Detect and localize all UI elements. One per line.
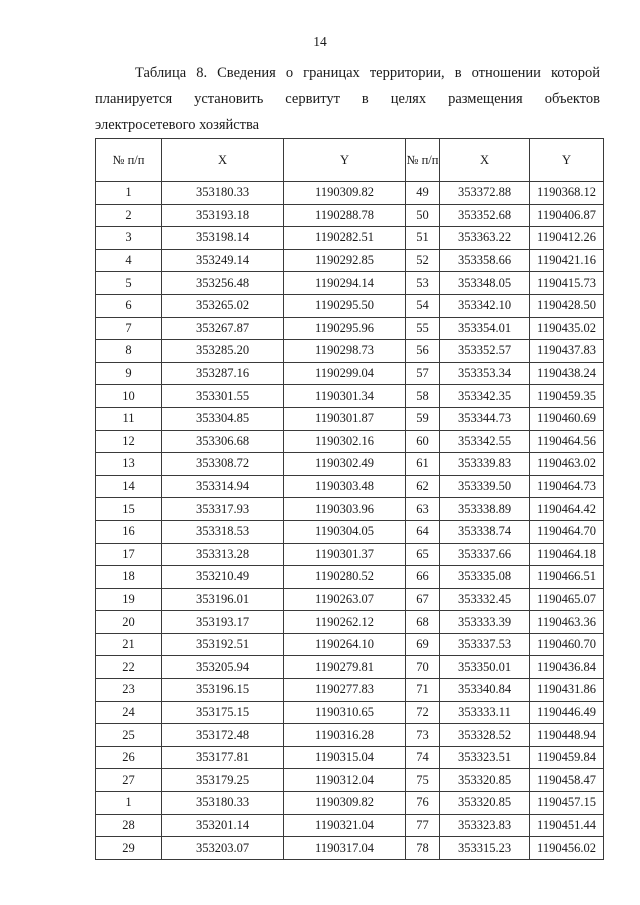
cell-y-right: 1190464.18 <box>530 543 604 566</box>
cell-y-left: 1190288.78 <box>284 204 406 227</box>
cell-point-number-left: 25 <box>96 724 162 747</box>
cell-point-number-right: 75 <box>406 769 440 792</box>
cell-point-number-right: 55 <box>406 317 440 340</box>
cell-y-left: 1190299.04 <box>284 362 406 385</box>
cell-point-number-right: 61 <box>406 453 440 476</box>
cell-point-number-left: 14 <box>96 475 162 498</box>
cell-y-left: 1190301.87 <box>284 407 406 430</box>
cell-point-number-right: 60 <box>406 430 440 453</box>
cell-y-left: 1190264.10 <box>284 633 406 656</box>
caption-line-1: Таблица 8. Сведения о границах территории, в отношении которой <box>135 65 600 81</box>
table-caption <box>95 60 600 138</box>
table-row <box>96 701 604 724</box>
cell-y-right: 1190438.24 <box>530 362 604 385</box>
cell-x-right: 353328.52 <box>440 724 530 747</box>
cell-x-right: 353348.05 <box>440 272 530 295</box>
cell-x-right: 353372.88 <box>440 182 530 205</box>
cell-x-left: 353193.18 <box>162 204 284 227</box>
table-row <box>96 746 604 769</box>
cell-y-right: 1190435.02 <box>530 317 604 340</box>
cell-point-number-right: 54 <box>406 294 440 317</box>
cell-y-right: 1190464.42 <box>530 498 604 521</box>
table-row <box>96 656 604 679</box>
cell-x-left: 353193.17 <box>162 611 284 634</box>
cell-point-number-right: 49 <box>406 182 440 205</box>
cell-point-number-right: 65 <box>406 543 440 566</box>
header-point-number-left: № п/п <box>96 139 162 182</box>
cell-x-right: 353352.68 <box>440 204 530 227</box>
cell-point-number-left: 21 <box>96 633 162 656</box>
cell-point-number-left: 17 <box>96 543 162 566</box>
cell-x-right: 353352.57 <box>440 340 530 363</box>
cell-x-right: 353320.85 <box>440 769 530 792</box>
cell-point-number-left: 12 <box>96 430 162 453</box>
cell-point-number-right: 71 <box>406 679 440 702</box>
cell-point-number-right: 52 <box>406 249 440 272</box>
cell-x-right: 353342.10 <box>440 294 530 317</box>
cell-x-left: 353256.48 <box>162 272 284 295</box>
cell-point-number-right: 72 <box>406 701 440 724</box>
table-row <box>96 792 604 815</box>
table-row <box>96 430 604 453</box>
cell-point-number-right: 62 <box>406 475 440 498</box>
cell-x-left: 353180.33 <box>162 792 284 815</box>
table-row <box>96 588 604 611</box>
cell-x-left: 353314.94 <box>162 475 284 498</box>
cell-point-number-left: 13 <box>96 453 162 476</box>
table-row <box>96 407 604 430</box>
cell-point-number-right: 73 <box>406 724 440 747</box>
cell-x-right: 353320.85 <box>440 792 530 815</box>
cell-x-left: 353177.81 <box>162 746 284 769</box>
cell-y-right: 1190465.07 <box>530 588 604 611</box>
cell-y-left: 1190321.04 <box>284 814 406 837</box>
cell-y-right: 1190458.47 <box>530 769 604 792</box>
table-row <box>96 362 604 385</box>
cell-y-left: 1190309.82 <box>284 182 406 205</box>
cell-point-number-right: 77 <box>406 814 440 837</box>
cell-y-right: 1190463.36 <box>530 611 604 634</box>
table-row <box>96 249 604 272</box>
cell-y-left: 1190304.05 <box>284 520 406 543</box>
cell-x-left: 353203.07 <box>162 837 284 860</box>
header-x-right: X <box>440 139 530 182</box>
table-row <box>96 475 604 498</box>
cell-x-left: 353172.48 <box>162 724 284 747</box>
cell-x-right: 353342.55 <box>440 430 530 453</box>
table-row <box>96 204 604 227</box>
cell-point-number-left: 6 <box>96 294 162 317</box>
cell-x-right: 353338.74 <box>440 520 530 543</box>
cell-y-left: 1190263.07 <box>284 588 406 611</box>
cell-x-left: 353265.02 <box>162 294 284 317</box>
table-row <box>96 317 604 340</box>
cell-x-left: 353196.01 <box>162 588 284 611</box>
cell-point-number-left: 16 <box>96 520 162 543</box>
cell-x-right: 353338.89 <box>440 498 530 521</box>
cell-point-number-right: 59 <box>406 407 440 430</box>
cell-point-number-left: 15 <box>96 498 162 521</box>
cell-point-number-right: 76 <box>406 792 440 815</box>
header-point-number-right: № п/п <box>406 139 440 182</box>
cell-y-right: 1190368.12 <box>530 182 604 205</box>
cell-x-left: 353318.53 <box>162 520 284 543</box>
cell-y-right: 1190436.84 <box>530 656 604 679</box>
cell-y-right: 1190459.84 <box>530 746 604 769</box>
cell-point-number-right: 64 <box>406 520 440 543</box>
table-row <box>96 340 604 363</box>
cell-x-left: 353201.14 <box>162 814 284 837</box>
cell-point-number-left: 3 <box>96 227 162 250</box>
cell-point-number-left: 19 <box>96 588 162 611</box>
cell-x-left: 353313.28 <box>162 543 284 566</box>
cell-point-number-left: 20 <box>96 611 162 634</box>
cell-x-left: 353301.55 <box>162 385 284 408</box>
table-row <box>96 498 604 521</box>
cell-x-left: 353180.33 <box>162 182 284 205</box>
cell-y-right: 1190459.35 <box>530 385 604 408</box>
cell-point-number-left: 10 <box>96 385 162 408</box>
cell-point-number-right: 57 <box>406 362 440 385</box>
cell-x-right: 353353.34 <box>440 362 530 385</box>
header-y-left: Y <box>284 139 406 182</box>
coordinates-table <box>95 138 604 860</box>
cell-x-right: 353332.45 <box>440 588 530 611</box>
cell-point-number-left: 2 <box>96 204 162 227</box>
cell-y-left: 1190295.50 <box>284 294 406 317</box>
cell-x-left: 353285.20 <box>162 340 284 363</box>
cell-y-right: 1190464.70 <box>530 520 604 543</box>
cell-y-right: 1190463.02 <box>530 453 604 476</box>
cell-y-left: 1190295.96 <box>284 317 406 340</box>
cell-point-number-left: 18 <box>96 566 162 589</box>
cell-y-right: 1190464.56 <box>530 430 604 453</box>
table-row <box>96 633 604 656</box>
cell-point-number-left: 9 <box>96 362 162 385</box>
cell-x-left: 353249.14 <box>162 249 284 272</box>
cell-y-right: 1190456.02 <box>530 837 604 860</box>
cell-x-left: 353175.15 <box>162 701 284 724</box>
cell-y-right: 1190406.87 <box>530 204 604 227</box>
cell-x-right: 353354.01 <box>440 317 530 340</box>
cell-point-number-left: 27 <box>96 769 162 792</box>
table-row <box>96 520 604 543</box>
cell-x-left: 353196.15 <box>162 679 284 702</box>
cell-y-right: 1190460.70 <box>530 633 604 656</box>
table-row <box>96 453 604 476</box>
cell-x-right: 353335.08 <box>440 566 530 589</box>
cell-point-number-left: 28 <box>96 814 162 837</box>
cell-point-number-left: 1 <box>96 182 162 205</box>
cell-y-right: 1190460.69 <box>530 407 604 430</box>
cell-point-number-left: 11 <box>96 407 162 430</box>
cell-y-left: 1190312.04 <box>284 769 406 792</box>
cell-point-number-right: 78 <box>406 837 440 860</box>
cell-point-number-left: 4 <box>96 249 162 272</box>
cell-point-number-right: 66 <box>406 566 440 589</box>
cell-y-right: 1190421.16 <box>530 249 604 272</box>
cell-y-right: 1190448.94 <box>530 724 604 747</box>
cell-y-right: 1190451.44 <box>530 814 604 837</box>
cell-y-right: 1190415.73 <box>530 272 604 295</box>
table-row <box>96 769 604 792</box>
table-row <box>96 227 604 250</box>
cell-x-left: 353306.68 <box>162 430 284 453</box>
cell-y-left: 1190301.37 <box>284 543 406 566</box>
cell-x-left: 353308.72 <box>162 453 284 476</box>
cell-y-left: 1190310.65 <box>284 701 406 724</box>
table-row <box>96 294 604 317</box>
cell-x-right: 353323.51 <box>440 746 530 769</box>
cell-x-right: 353333.11 <box>440 701 530 724</box>
cell-point-number-left: 7 <box>96 317 162 340</box>
cell-point-number-left: 26 <box>96 746 162 769</box>
table-body <box>96 182 604 860</box>
cell-point-number-right: 53 <box>406 272 440 295</box>
cell-point-number-left: 23 <box>96 679 162 702</box>
cell-point-number-left: 8 <box>96 340 162 363</box>
cell-y-left: 1190303.96 <box>284 498 406 521</box>
cell-x-right: 353344.73 <box>440 407 530 430</box>
cell-y-left: 1190280.52 <box>284 566 406 589</box>
cell-y-left: 1190302.49 <box>284 453 406 476</box>
cell-x-right: 353337.66 <box>440 543 530 566</box>
cell-x-right: 353339.83 <box>440 453 530 476</box>
cell-y-right: 1190437.83 <box>530 340 604 363</box>
cell-y-right: 1190464.73 <box>530 475 604 498</box>
cell-y-left: 1190315.04 <box>284 746 406 769</box>
table-row <box>96 611 604 634</box>
cell-y-right: 1190446.49 <box>530 701 604 724</box>
cell-x-right: 353358.66 <box>440 249 530 272</box>
caption-line-2: планируется установить сервитут в целях размещения объектов <box>95 91 600 107</box>
cell-point-number-left: 1 <box>96 792 162 815</box>
cell-y-left: 1190303.48 <box>284 475 406 498</box>
cell-point-number-right: 68 <box>406 611 440 634</box>
cell-x-right: 353333.39 <box>440 611 530 634</box>
cell-y-left: 1190277.83 <box>284 679 406 702</box>
cell-y-right: 1190431.86 <box>530 679 604 702</box>
cell-x-left: 353304.85 <box>162 407 284 430</box>
table-row <box>96 837 604 860</box>
cell-x-left: 353179.25 <box>162 769 284 792</box>
cell-point-number-left: 22 <box>96 656 162 679</box>
cell-x-left: 353198.14 <box>162 227 284 250</box>
table-header-row <box>96 139 604 182</box>
cell-x-right: 353350.01 <box>440 656 530 679</box>
cell-x-left: 353287.16 <box>162 362 284 385</box>
cell-point-number-right: 69 <box>406 633 440 656</box>
table-row <box>96 679 604 702</box>
cell-x-right: 353342.35 <box>440 385 530 408</box>
table-row <box>96 385 604 408</box>
cell-point-number-right: 70 <box>406 656 440 679</box>
cell-point-number-right: 51 <box>406 227 440 250</box>
table-row <box>96 272 604 295</box>
cell-point-number-right: 63 <box>406 498 440 521</box>
cell-y-right: 1190466.51 <box>530 566 604 589</box>
cell-y-left: 1190292.85 <box>284 249 406 272</box>
header-y-right: Y <box>530 139 604 182</box>
table-row <box>96 543 604 566</box>
caption-line-3: электросетевого хозяйства <box>95 117 260 133</box>
cell-y-left: 1190309.82 <box>284 792 406 815</box>
cell-y-left: 1190316.28 <box>284 724 406 747</box>
cell-point-number-left: 24 <box>96 701 162 724</box>
cell-point-number-right: 56 <box>406 340 440 363</box>
cell-x-right: 353323.83 <box>440 814 530 837</box>
cell-point-number-right: 67 <box>406 588 440 611</box>
cell-point-number-right: 74 <box>406 746 440 769</box>
cell-point-number-right: 58 <box>406 385 440 408</box>
header-x-left: X <box>162 139 284 182</box>
table-row <box>96 566 604 589</box>
cell-y-left: 1190262.12 <box>284 611 406 634</box>
cell-y-left: 1190294.14 <box>284 272 406 295</box>
cell-y-left: 1190282.51 <box>284 227 406 250</box>
cell-y-right: 1190428.50 <box>530 294 604 317</box>
cell-y-left: 1190317.04 <box>284 837 406 860</box>
cell-y-right: 1190412.26 <box>530 227 604 250</box>
cell-y-right: 1190457.15 <box>530 792 604 815</box>
cell-point-number-right: 50 <box>406 204 440 227</box>
cell-point-number-left: 5 <box>96 272 162 295</box>
cell-y-left: 1190279.81 <box>284 656 406 679</box>
cell-x-left: 353317.93 <box>162 498 284 521</box>
cell-y-left: 1190298.73 <box>284 340 406 363</box>
table-row <box>96 724 604 747</box>
cell-point-number-left: 29 <box>96 837 162 860</box>
page-number: 14 <box>313 34 327 49</box>
cell-y-left: 1190301.34 <box>284 385 406 408</box>
table-row <box>96 814 604 837</box>
cell-x-right: 353315.23 <box>440 837 530 860</box>
cell-x-left: 353205.94 <box>162 656 284 679</box>
cell-x-left: 353192.51 <box>162 633 284 656</box>
cell-x-left: 353267.87 <box>162 317 284 340</box>
cell-x-right: 353339.50 <box>440 475 530 498</box>
table-row <box>96 182 604 205</box>
cell-x-left: 353210.49 <box>162 566 284 589</box>
cell-x-right: 353363.22 <box>440 227 530 250</box>
cell-y-left: 1190302.16 <box>284 430 406 453</box>
cell-x-right: 353337.53 <box>440 633 530 656</box>
cell-x-right: 353340.84 <box>440 679 530 702</box>
